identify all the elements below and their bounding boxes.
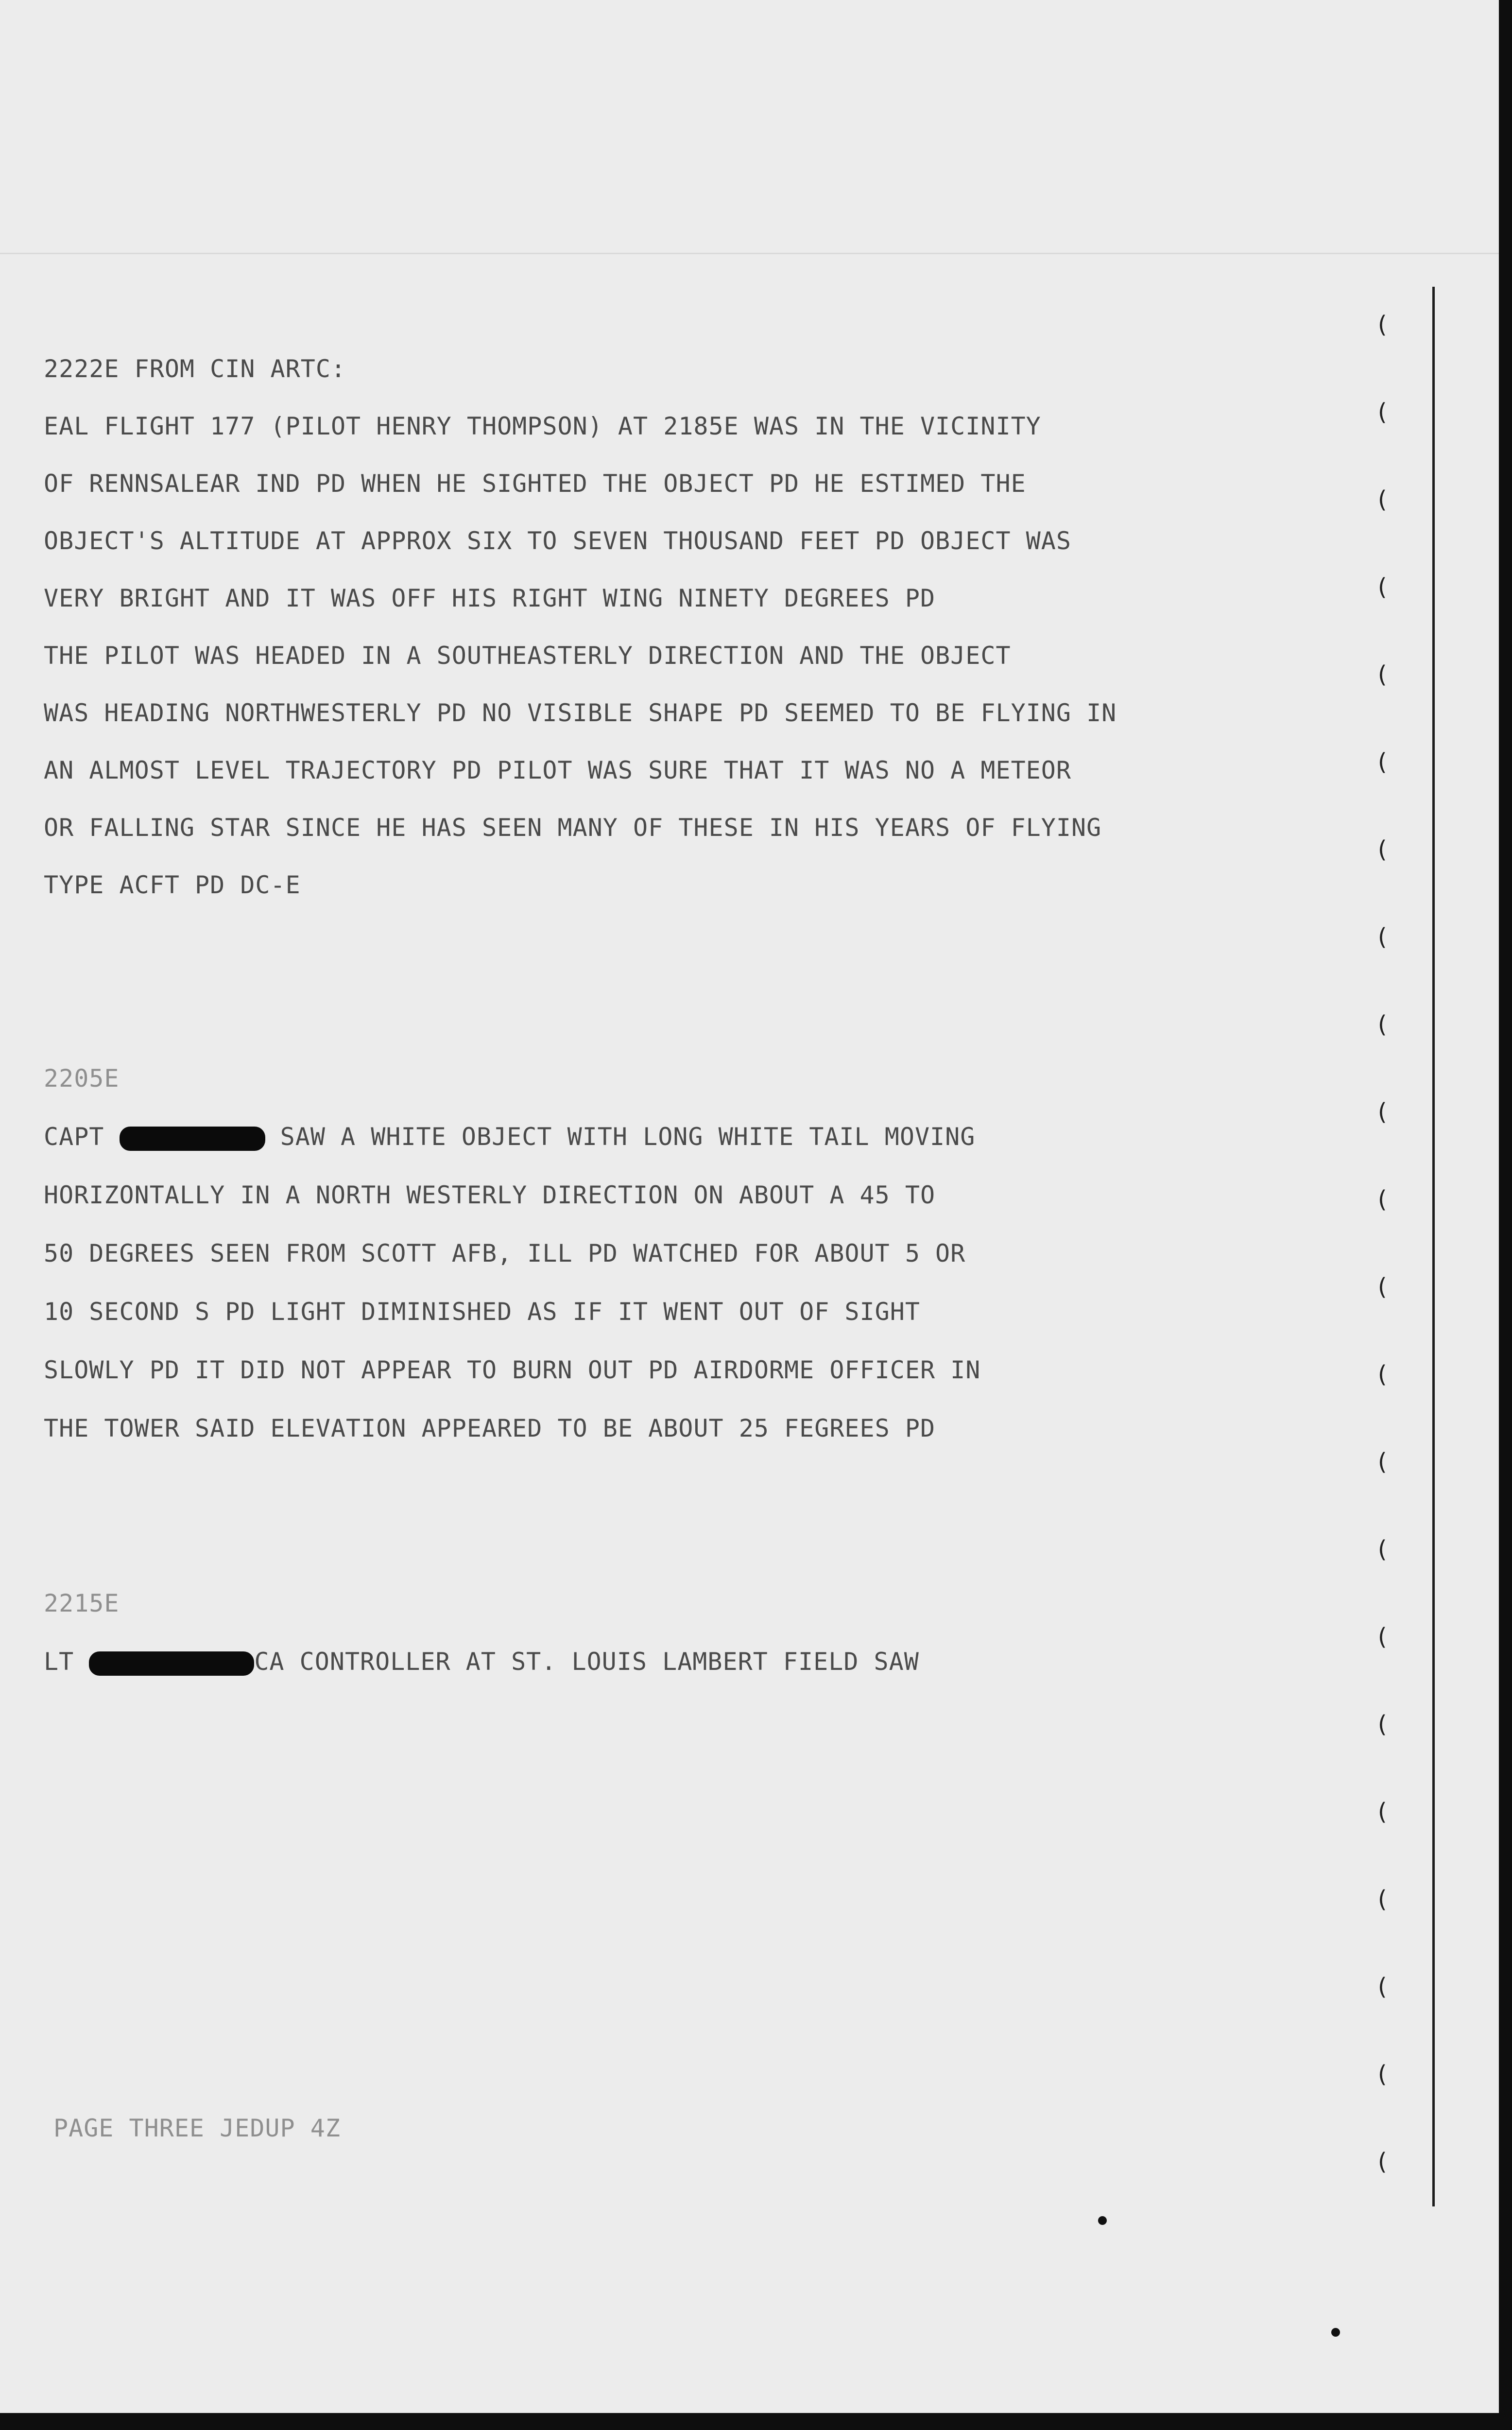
feed-hole-mark: ( — [1375, 661, 1389, 688]
feed-hole-mark: ( — [1375, 836, 1389, 863]
feed-hole-mark: ( — [1375, 748, 1389, 776]
feed-hole-mark: ( — [1375, 1448, 1389, 1475]
feed-hole-mark: ( — [1375, 486, 1389, 513]
text-line: HORIZONTALLY IN A NORTH WESTERLY DIRECTION ON ABOUT A 45 TO — [44, 1181, 936, 1209]
lt-suffix: CA CONTROLLER AT ST. LOUIS LAMBERT FIELD SAW — [254, 1648, 919, 1676]
redaction-mark — [89, 1651, 254, 1676]
text-line: 10 SECOND S PD LIGHT DIMINISHED AS IF IT WENT OUT OF SIGHT — [44, 1298, 920, 1326]
feed-hole-mark: ( — [1375, 2061, 1389, 2088]
capt-line — [44, 1123, 975, 1151]
lt-line — [44, 1648, 919, 1676]
feed-hole-mark: ( — [1375, 1798, 1389, 1825]
text-line: AN ALMOST LEVEL TRAJECTORY PD PILOT WAS SURE THAT IT WAS NO A METEOR — [44, 756, 1071, 784]
feed-hole-mark: ( — [1375, 399, 1389, 426]
text-line: OR FALLING STAR SINCE HE HAS SEEN MANY OF THESE IN HIS YEARS OF FLYING — [44, 814, 1102, 842]
text-line: 2222E FROM CIN ARTC: — [44, 355, 346, 383]
lt-prefix: LT — [44, 1648, 74, 1676]
feed-hole-mark: ( — [1375, 1536, 1389, 1563]
section-time: 2215E — [44, 1589, 120, 1617]
feed-hole-mark: ( — [1375, 1011, 1389, 1038]
text-line: VERY BRIGHT AND IT WAS OFF HIS RIGHT WING NINETY DEGREES PD — [44, 584, 936, 612]
margin-rule — [1432, 287, 1435, 2206]
capt-suffix: SAW A WHITE OBJECT WITH LONG WHITE TAIL MOVING — [280, 1123, 976, 1151]
text-line: OBJECT'S ALTITUDE AT APPROX SIX TO SEVEN THOUSAND FEET PD OBJECT WAS — [44, 527, 1071, 555]
feed-hole-mark: ( — [1375, 1886, 1389, 1913]
redaction-mark — [120, 1127, 265, 1151]
text-line: OF RENNSALEAR IND PD WHEN HE SIGHTED THE OBJECT PD HE ESTIMED THE — [44, 469, 1026, 498]
feed-hole-mark: ( — [1375, 311, 1389, 338]
feed-hole-mark: ( — [1375, 2148, 1389, 2175]
text-line: TYPE ACFT PD DC-E — [44, 871, 301, 899]
text-line: THE TOWER SAID ELEVATION APPEARED TO BE ABOUT 25 FEGREES PD — [44, 1414, 936, 1442]
feed-hole-mark: ( — [1375, 1973, 1389, 2000]
feed-hole-mark: ( — [1375, 1361, 1389, 1388]
text-line: EAL FLIGHT 177 (PILOT HENRY THOMPSON) AT 2185E WAS IN THE VICINITY — [44, 412, 1041, 440]
text-line: WAS HEADING NORTHWESTERLY PD NO VISIBLE SHAPE PD SEEMED TO BE FLYING IN — [44, 699, 1117, 727]
feed-hole-mark: ( — [1375, 923, 1389, 951]
ink-speck — [1098, 2216, 1107, 2225]
ink-speck — [1331, 2328, 1340, 2337]
feed-hole-mark: ( — [1375, 1186, 1389, 1213]
feed-hole-mark: ( — [1375, 1273, 1389, 1301]
section-time: 2205E — [44, 1064, 120, 1093]
text-line: SLOWLY PD IT DID NOT APPEAR TO BURN OUT PD AIRDORME OFFICER IN — [44, 1356, 981, 1384]
text-line: THE PILOT WAS HEADED IN A SOUTHEASTERLY DIRECTION AND THE OBJECT — [44, 642, 1011, 670]
feed-hole-mark: ( — [1375, 1711, 1389, 1738]
feed-hole-mark: ( — [1375, 573, 1389, 601]
feed-hole-mark: ( — [1375, 1623, 1389, 1650]
capt-prefix: CAPT — [44, 1123, 104, 1151]
page-footer: PAGE THREE JEDUP 4Z — [53, 2114, 341, 2142]
text-line: 50 DEGREES SEEN FROM SCOTT AFB, ILL PD WATCHED FOR ABOUT 5 OR — [44, 1239, 966, 1267]
feed-hole-mark: ( — [1375, 1098, 1389, 1126]
